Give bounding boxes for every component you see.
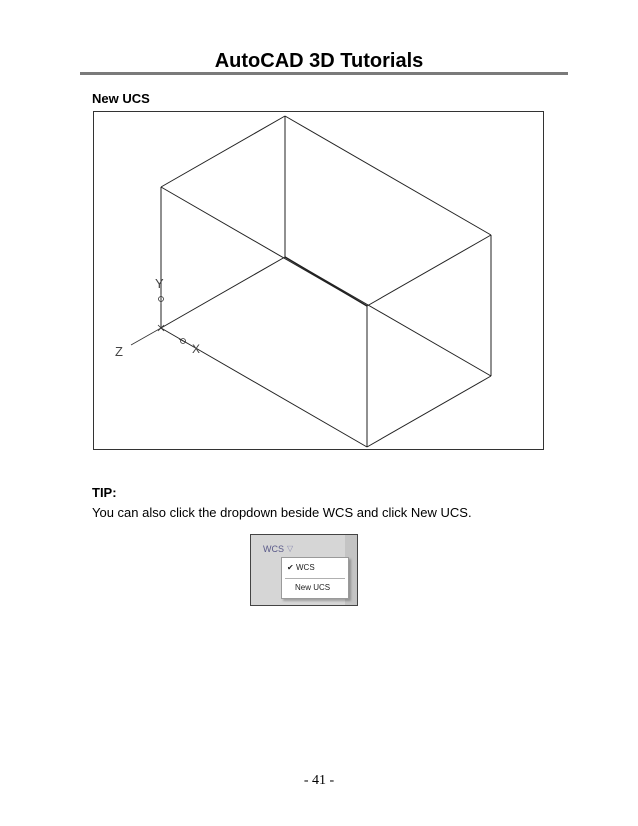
tip-text: You can also click the dropdown beside WCS and click New UCS. — [92, 505, 472, 520]
box-edge — [367, 376, 491, 447]
menu-item-label: New UCS — [295, 583, 331, 592]
box-edge-highlight — [285, 257, 367, 306]
ucs-dropdown-menu — [281, 557, 349, 599]
menu-separator — [285, 578, 345, 579]
page-number: - 41 - — [303, 773, 335, 788]
menu-item-wcs[interactable] — [282, 560, 348, 576]
title-rule — [80, 72, 568, 75]
box-edge — [161, 257, 285, 328]
z-axis-label: Z — [115, 344, 123, 359]
wireframe-box-drawing — [94, 112, 545, 451]
wcs-dropdown-button[interactable]: WCS — [263, 544, 284, 554]
ucs-dropdown-screenshot — [250, 534, 358, 606]
box-edge — [367, 235, 491, 306]
cad-viewport-figure — [93, 111, 544, 450]
y-axis-label: Y — [155, 276, 164, 291]
menu-item-label: WCS — [296, 563, 315, 572]
box-edge — [285, 116, 491, 235]
ucs-icon — [131, 294, 187, 345]
chevron-down-icon[interactable]: ▽ — [287, 544, 294, 553]
box-edge — [161, 116, 285, 187]
section-heading: New UCS — [92, 91, 150, 106]
tip-heading: TIP: — [92, 485, 117, 500]
menu-item-new-ucs[interactable] — [282, 580, 348, 596]
x-axis-label: X — [192, 342, 201, 356]
check-icon: ✔ — [287, 563, 294, 572]
page-title: AutoCAD 3D Tutorials — [214, 50, 424, 72]
